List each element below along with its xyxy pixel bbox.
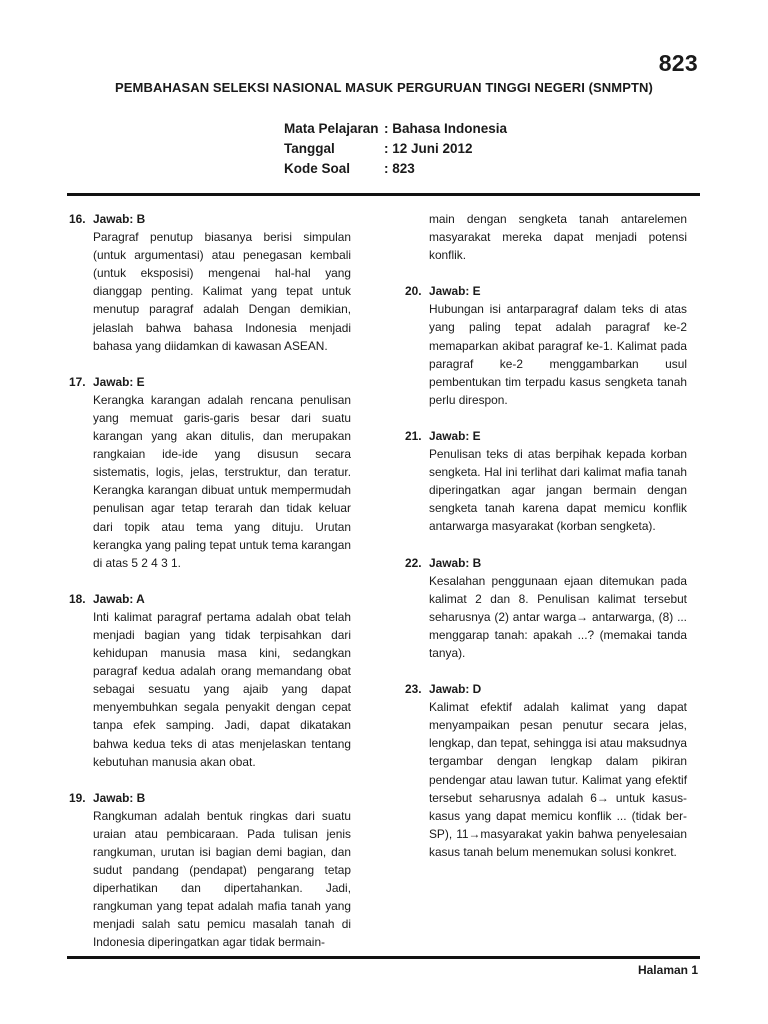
footer-divider (67, 956, 700, 959)
answer-item-17 (69, 373, 351, 572)
answer-item-21 (405, 427, 687, 536)
answer-key: Jawab: D (429, 682, 482, 697)
answer-number: 19. (69, 790, 86, 805)
meta-label: Mata Pelajaran (284, 121, 379, 136)
answer-explanation: Rangkuman adalah bentuk ringkas dari suatu uraian atau pembicaraan. Pada tulisan jenis rangkuman, urutan isi bagian demi bagian, dan sudut pandang (pendapat) pengarang tetap diperhatikan dan dipertahankan. Jadi, rangkuman yang tepat adalah mafia tanah yang menjadi salah satu pemicu masalah tanah di Indonesia diperingatkan agar tidak bermain- (93, 808, 351, 950)
answer-item-23 (405, 680, 687, 861)
answer-number: 16. (69, 212, 86, 226)
header-divider (67, 193, 700, 196)
answer-number: 23. (405, 682, 422, 697)
answer-explanation: Kalimat efektif adalah kalimat yang dapat menyampaikan pesan penutur secara jelas, lengkap, dan tepat, sehingga isi atau maksudnya tergambar dengan lengkap dalam pikiran pendengar atau lawan tutur. Kalimat yang efektif tersebut seharusnya adalah 6→ untuk kasus-kasus yang dapat memicu konflik ... (tidak ber-SP), 11→masyarakat yakin bahwa penyelesaian kasus tanah belum menemukan solusi konkret. (429, 700, 687, 859)
answer-continuation: main dengan sengketa tanah antarelemen masyarakat mereka dapat menjadi potensi konflik. (429, 212, 687, 263)
right-column (405, 210, 687, 879)
meta-label: Kode Soal (284, 161, 351, 176)
answer-item-16 (69, 210, 351, 355)
meta-label: Tanggal (284, 141, 335, 156)
exam-code: 823 (658, 50, 698, 76)
meta-value: : 823 (384, 161, 415, 176)
answer-key: Jawab: B (93, 212, 146, 226)
answer-explanation: Kesalahan penggunaan ejaan ditemukan pada kalimat 2 dan 8. Penulisan kalimat tersebut seharusnya (2) antar warga→ antarwarga, (8) ... menggarap tanah: apakah ...? (memakai tanda tanya). (429, 573, 687, 660)
answer-item-20 (405, 282, 687, 409)
answer-number: 20. (405, 284, 422, 299)
answer-explanation: Inti kalimat paragraf pertama adalah obat telah menjadi bagian yang tidak terpisahkan dari kehidupan manusia masa kini, sedangkan paragraf kedua adalah orang memandang obat sebagai sesuatu yang ajaib yang dapat menyembuhkan segala penyakit dengan cepat tanpa efek samping. Jadi, dapat dikatakan bahwa kedua teks di atas menjelaskan tentang kebutuhan manusia akan obat. (93, 609, 351, 769)
answer-key: Jawab: E (429, 428, 481, 443)
meta-row-code (284, 159, 507, 179)
page-title: PEMBAHASAN SELEKSI NASIONAL MASUK PERGURUAN TINGGI NEGERI (SNMPTN) (115, 80, 653, 95)
left-column (69, 210, 351, 970)
meta-value: : 12 Juni 2012 (384, 141, 473, 156)
answer-explanation: Kerangka karangan adalah rencana penulisan yang memuat garis-garis besar dari suatu karangan yang akan ditulis, dan merupakan rangkaian ide-ide yang disusun secara sistematis, logis, jelas, terstruktur, dan teratur. Kerangka karangan dibuat untuk mempermudah penulisan agar tetap terarah dan tidak keluar dari topik atau tema yang dituju. Urutan kerangka yang paling tepat untuk tema karangan di atas 5 2 4 3 1. (93, 392, 351, 570)
answer-key: Jawab: B (429, 555, 482, 570)
answer-explanation: Paragraf penutup biasanya berisi simpulan (untuk argumentasi) atau penegasan kembali (untuk eksposisi) mengenai hal-hal yang dianggap penting. Kalimat yang tepat untuk menutup paragraf adalah Dengan demikian, jelaslah bahwa bahasa Indonesia menjadi bahasa yang diidamkan di kawasan ASEAN. (93, 230, 351, 353)
meta-value: : Bahasa Indonesia (384, 121, 508, 136)
answer-number: 22. (405, 555, 422, 570)
answer-key: Jawab: E (429, 284, 481, 299)
answer-key: Jawab: B (93, 790, 146, 805)
answer-number: 17. (69, 374, 86, 389)
meta-row-date (284, 139, 507, 159)
exam-meta (284, 119, 507, 179)
answer-item-18 (69, 590, 351, 771)
meta-row-subject (284, 119, 507, 139)
answer-item-22 (405, 554, 687, 663)
answer-explanation: Hubungan isi antarparagraf dalam teks di atas yang paling tepat adalah paragraf ke-2 memaparkan akibat paragraf ke-1. Kalimat pada paragraf ke-2 menggambarkan usul pembentukan tim terpadu kasus sengketa tanah perlu direspon. (429, 302, 687, 407)
answer-item-19 (69, 789, 351, 952)
answer-key: Jawab: E (93, 374, 145, 389)
answer-number: 18. (69, 591, 86, 606)
answer-key: Jawab: A (93, 591, 145, 606)
answer-explanation: Penulisan teks di atas berpihak kepada korban sengketa. Hal ini terlihat dari kalimat mafia tanah diperingatkan agar jangan bermain dengan sengketa tanah karena dapat memicu konflik antarwarga masyarakat (korban sengketa). (429, 447, 687, 534)
page-number: Halaman 1 (637, 963, 698, 977)
answer-number: 21. (405, 428, 422, 443)
